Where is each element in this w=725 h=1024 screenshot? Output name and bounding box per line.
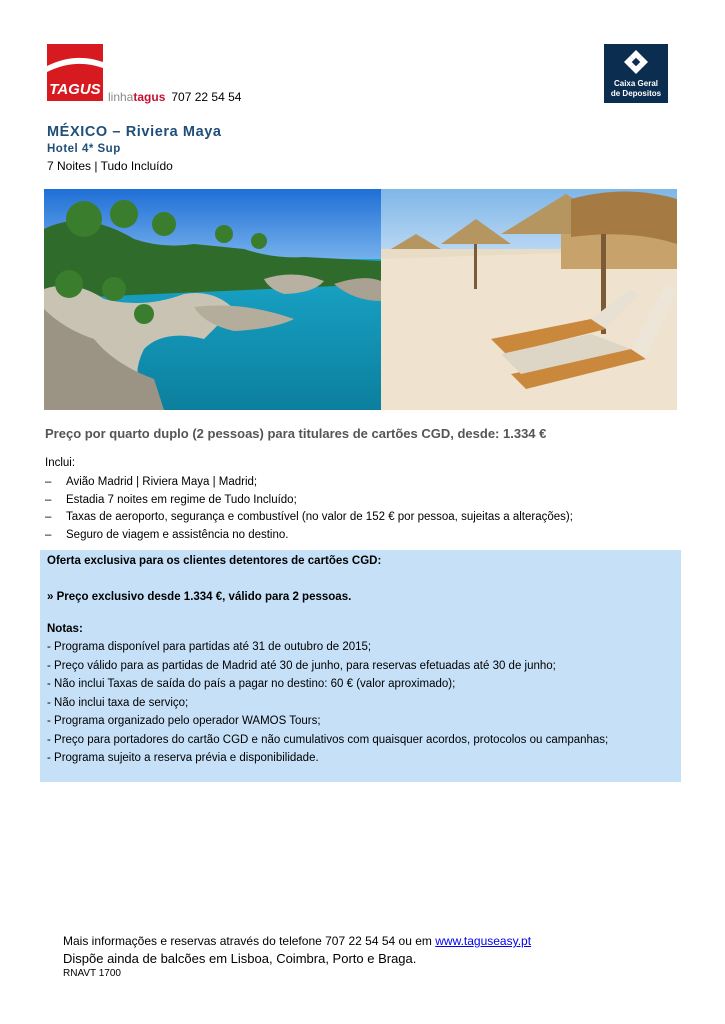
offer-exclusive-price: » Preço exclusivo desde 1.334 €, válido para 2 pessoas. [47,591,352,603]
note-item: - Programa organizado pelo operador WAMOS Tours; [47,715,321,727]
include-item-text: Taxas de aeroporto, segurança e combustível (no valor de 152 € por pessoa, sujeitas a alterações); [66,511,573,523]
footer-info-text: Mais informações e reservas através do telefone 707 22 54 54 ou em [63,934,432,948]
hotel-category: Hotel 4* Sup [47,143,121,155]
includes-label: Inclui: [45,457,76,469]
exclusive-offer-box [40,550,681,782]
notes-label: Notas: [47,623,83,635]
include-item-text: Seguro de viagem e assistência no destino. [66,528,289,541]
linha-prefix: linha [108,90,134,104]
cgd-logo-line1: Caixa Geral [613,79,659,88]
list-item: – Estadia 7 noites em regime de Tudo Incluído; [45,493,297,506]
trip-title: MÉXICO – Riviera Maya [47,124,222,140]
includes-list [45,474,573,544]
note-item: - Não inclui Taxas de saída do país a pagar no destino: 60 € (valor aproximado); [47,678,456,690]
note-item: - Não inclui taxa de serviço; [47,697,189,709]
lagoon-photo [44,189,381,410]
footer-license: RNAVT 1700 [63,968,121,979]
include-item-text: Estadia 7 noites em regime de Tudo Incluído; [66,493,297,506]
beach-photo [381,189,677,410]
list-item: – Taxas de aeroporto, segurança e combustível (no valor de 152 € por pessoa, sujeitas a alterações); [45,511,573,523]
website-link[interactable]: www.taguseasy.pt [435,934,532,948]
note-item: - Preço para portadores do cartão CGD e não cumulativos com quaisquer acordos, protocolos ou campanhas; [47,734,609,746]
note-item: - Programa sujeito a reserva prévia e disponibilidade. [47,752,319,764]
linha-brand: tagus [133,90,166,104]
cgd-logo-line2: de Depositos [610,89,662,98]
tagus-logo [47,44,103,101]
offer-heading: Oferta exclusiva para os clientes detentores de cartões CGD: [47,555,382,567]
linha-tagus-phone [108,90,241,104]
note-item: - Programa disponível para partidas até 31 de outubro de 2015; [47,641,372,653]
note-item: - Preço válido para as partidas de Madrid até 30 de junho, para reservas efetuadas até 30 de junho; [47,660,556,672]
cgd-logo [604,44,668,103]
list-item: – Avião Madrid | Riviera Maya | Madrid; [45,476,258,488]
list-item: – Seguro de viagem e assistência no destino. [45,528,289,541]
phone-number: 707 22 54 54 [171,90,242,104]
include-item-text: Avião Madrid | Riviera Maya | Madrid; [66,476,258,488]
footer-contact [63,934,531,948]
footer-branches: Dispõe ainda de balcões em Lisboa, Coimbra, Porto e Braga. [63,951,417,966]
tagus-logo-text: TAGUS [49,81,101,98]
nights-info: 7 Noites | Tudo Incluído [47,159,173,173]
price-headline: Preço por quarto duplo (2 pessoas) para titulares de cartões CGD, desde: 1.334 € [45,426,547,441]
